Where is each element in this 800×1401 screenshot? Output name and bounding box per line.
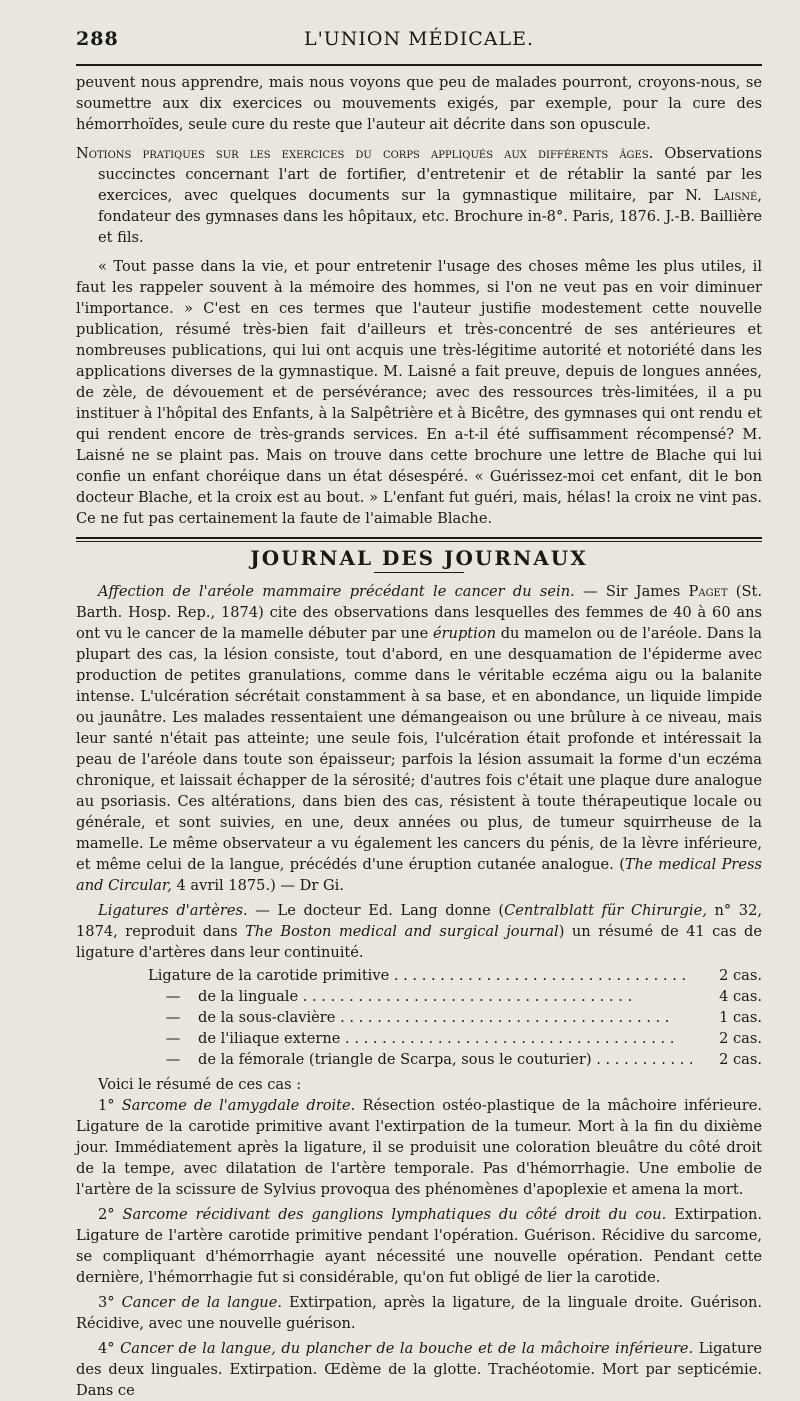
affection-paragraph — [76, 581, 762, 896]
ligature-count: 1 cas. — [719, 1009, 762, 1026]
running-title: L'UNION MÉDICALE. — [303, 28, 535, 50]
ligature-label: de la linguale — [198, 988, 299, 1005]
ligatures-text-3: ) un résumé de 41 cas de ligature d'artères dans leur continuité. — [76, 923, 762, 961]
notions-paragraph — [76, 143, 762, 248]
intro-paragraph: peuvent nous apprendre, mais nous voyons que peu de malades pourront, croyons-nous, se soumettre aux dix exercices ou mouvements exigés, par exemple, pour la cure des hémorrhoïdes, seule cure du reste que l'auteur ait décrite dans son opuscule. — [76, 74, 762, 133]
list-item — [148, 986, 762, 1007]
ligature-dash: — — [165, 1051, 181, 1068]
ligatures-text: — Le docteur Ed. Lang donne ( — [247, 902, 505, 919]
case-2 — [76, 1204, 762, 1288]
case-title: Cancer de la langue, du plancher de la bouche et de la mâchoire inférieure. — [114, 1340, 694, 1357]
case-text: Extirpation, après la ligature, de la linguale droite. Guérison. Récidive, avec une nouvelle guérison. — [76, 1294, 762, 1332]
header-rule — [76, 64, 762, 66]
case-text: Extirpation. Ligature de l'artère carotide primitive pendant l'opération. Guérison. Récidive du sarcome, se compliquant d'hémorrhagie ayant nécessité une nouvelle opération. Pendant cette dernière, l'hémorrhagie fut si considérable, qu'on fut obligé de lier la carotide. — [76, 1206, 762, 1286]
ligatures-paragraph — [76, 900, 762, 963]
case-number: 3° — [98, 1294, 115, 1311]
ligature-label: de la fémorale (triangle de Scarpa, sous le couturier) — [198, 1051, 592, 1068]
case-number: 2° — [98, 1206, 115, 1223]
case-1 — [76, 1095, 762, 1200]
affection-title: Affection de l'aréole mammaire précédant le cancer du sein. — [98, 583, 575, 600]
case-text: Résection ostéo-plastique de la mâchoire inférieure. Ligature de la carotide primitive avant l'extirpation de la tumeur. Mort à la fin du dixième jour. Immédiatement après la ligature, il se produisit une coloration bleuâtre du côté droit de la tempe, avec dilatation de l'artère temporale. Pas d'hémorrhagie. Une embolie de l'artère de la scissure de Sylvius provoqua des phénomènes d'apoplexie et amena la mort. — [76, 1097, 762, 1198]
case-number: 4° — [98, 1340, 115, 1357]
notions-title: Notions pratiques sur les exercices du corps appliqués aux différents âges. — [76, 145, 654, 162]
ligature-count: 2 cas. — [719, 1051, 762, 1068]
ligature-label: de la sous-clavière — [198, 1009, 336, 1026]
case-text: Ligature des deux linguales. Extirpation. Œdème de la glotte. Trachéotomie. Mort par septicémie. Dans ce — [76, 1340, 762, 1399]
ligature-dash: — — [165, 988, 181, 1005]
affection-text-3: 4 avril 1875.) — Dr Gi. — [171, 877, 344, 894]
article-body — [76, 72, 762, 1401]
ligatures-journal-1: Centralblatt für Chirurgie, — [504, 902, 707, 919]
ligatures-title: Ligatures d'artères. — [98, 902, 248, 919]
ligature-count: 2 cas. — [719, 967, 762, 984]
case-4 — [76, 1338, 762, 1401]
page-header — [76, 22, 762, 62]
affection-journal: The medical Press and Circular, — [76, 856, 762, 894]
notions-text: Observations succinctes concernant l'art de fortifier, d'entretenir et de rétablir la santé par les exercices, avec quelques documents sur la gymnastique militaire, par N. — [98, 145, 762, 204]
notions-author: Laisné — [713, 187, 758, 204]
ligatures-text-2: n° 32, 1874, reproduit dans — [76, 902, 762, 940]
list-item — [148, 1049, 762, 1070]
case-number: 1° — [98, 1097, 115, 1114]
case-3 — [76, 1292, 762, 1334]
affection-text-2: du mamelon ou de l'aréole. Dans la plupart des cas, la lésion consiste, tout d'abord, en une desquamation de l'épiderme avec production de petites granulations, comme dans le véritable eczéma aigu ou la balanite intense. L'ulcération sécrétait constamment à sa base, et en abondance, un liquide limpide ou jaunâtre. Les malades ressentaient une démangeaison ou une brûlure à ce niveau, mais leur santé n'était pas atteinte; une seule fois, l'ulcération était profonde et intéressait la peau de l'aréole dans toute son épaisseur; parfois la lésion assumait la forme d'un eczéma chronique, et laissait échapper de la sérosité; d'autres fois c'était une plaque dure analogue au psoriasis. Ces altérations, dans bien des cas, résistent à toute thérapeutique locale ou générale, et sont suivies, en une, deux années ou plus, de tumeur squirrheuse de la mamelle. Le même observateur a vu également les cancers du pénis, de la lèvre inférieure, et même celui de la langue, précédés d'une éruption cutanée analogue. ( — [76, 625, 762, 873]
quote-paragraph: « Tout passe dans la vie, et pour entretenir l'usage des choses même les plus utiles, il faut les rappeler souvent à la mémoire des hommes, si l'on ne veut pas en voir diminuer l'importance. » C'est en ces termes que l'auteur justifie modestement cette nouvelle publication, résumé très-bien fait d'ailleurs et très-concentré de ses antérieures et nombreuses publications, qui lui ont acquis une très-légitime autorité et notoriété dans les applications diverses de la gymnastique. M. Laisné a fait preuve, depuis de longues années, de zèle, de dévouement et de persévérance; avec des ressources très-limitées, il a pu instituer à l'hôpital des Enfants, à la Salpêtrière et à Bicêtre, des gymnases qui ont rendu et qui rendent encore de très-grands services. En a-t-il été suffisamment récompensé? M. Laisné ne se plaint pas. Mais on trouve dans cette brochure une lettre de Blache qui lui confie un enfant choréique dans un état désespéré. « Guérissez-moi cet enfant, dit le bon docteur Blache, et la croix est au bout. » L'enfant fut guéri, mais, hélas! la croix ne vint pas. Ce ne fut pas certainement la faute de l'aimable Blache. — [76, 258, 762, 527]
affection-sep: — Sir James — [574, 583, 689, 600]
ligature-list — [148, 965, 762, 1070]
section-title-rule — [374, 572, 464, 573]
case-title: Sarcome récidivant des ganglions lymphatiques du côté droit du cou. — [114, 1206, 667, 1223]
resume-intro: Voici le résumé de ces cas : — [98, 1076, 302, 1093]
affection-eruption: éruption — [432, 625, 497, 642]
affection-author: Paget — [688, 583, 728, 600]
ligature-count: 4 cas. — [719, 988, 762, 1005]
ligature-dash: — — [165, 1009, 181, 1026]
notions-text-2: , fondateur des gymnases dans les hôpitaux, etc. Brochure in-8°. Paris, 1876. J.-B. Baillière et fils. — [98, 187, 762, 246]
list-item — [148, 1007, 762, 1028]
ligature-count: 2 cas. — [719, 1030, 762, 1047]
ligatures-journal-2: The Boston medical and surgical journal — [245, 923, 559, 940]
case-title: Cancer de la langue. — [114, 1294, 282, 1311]
affection-text: (St. Barth. Hosp. Rep., 1874) cite des observations dans lesquelles des femmes de 40 à 60 ans ont vu le cancer de la mamelle débuter par une — [76, 583, 762, 642]
list-item — [148, 965, 762, 986]
ligature-label: Ligature de la carotide primitive — [148, 967, 390, 984]
ligature-label: de l'iliaque externe — [198, 1030, 341, 1047]
section-title: JOURNAL DES JOURNAUX — [250, 546, 588, 570]
case-title: Sarcome de l'amygdale droite. — [114, 1097, 356, 1114]
section-divider — [76, 537, 762, 542]
page-number: 288 — [76, 28, 119, 50]
list-item — [148, 1028, 762, 1049]
ligature-dash: — — [165, 1030, 181, 1047]
